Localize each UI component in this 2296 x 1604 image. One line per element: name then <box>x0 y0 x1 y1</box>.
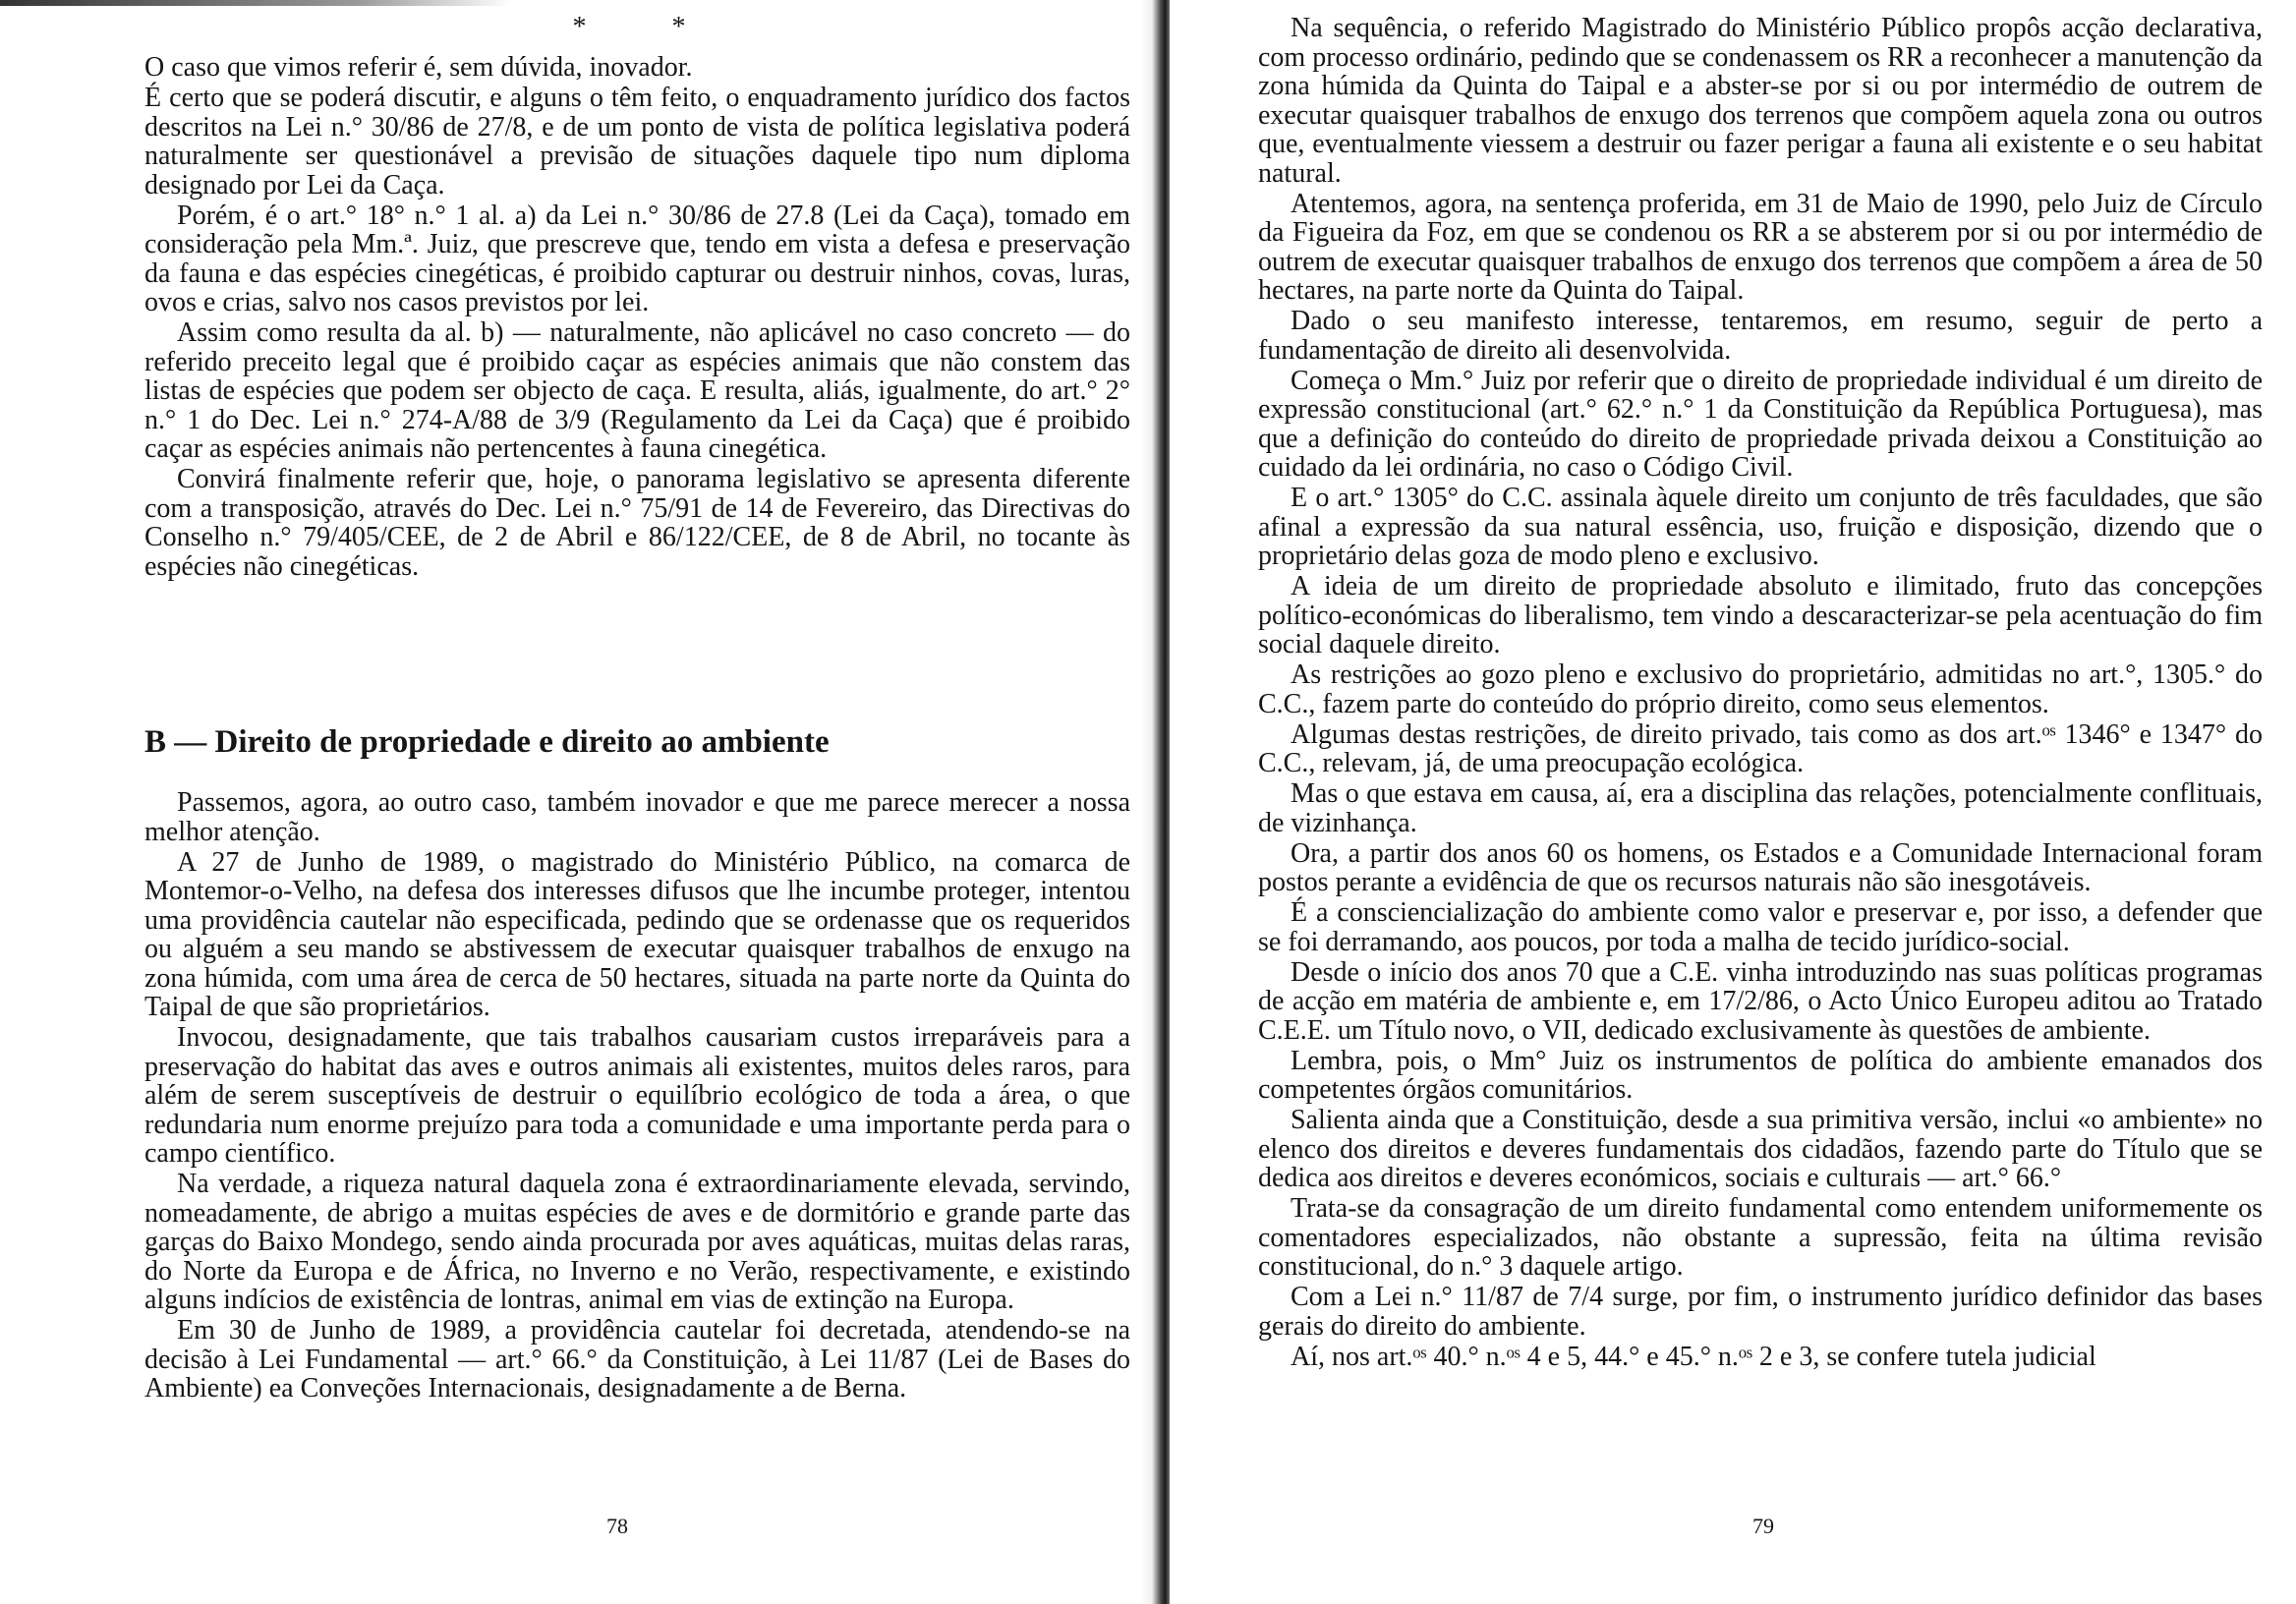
paragraph: Salienta ainda que a Constituição, desde a sua primitiva versão, inclui «o ambiente» no elenco dos direitos e deveres fundamentais dos cidadãos, fazendo parte do Título que se dedica aos direitos e deveres económicos, sociais e culturais — art.° 66.° <box>1258 1105 2263 1193</box>
left-page-text-top <box>144 53 1130 583</box>
paragraph: Invocou, designadamente, que tais trabalhos causariam custos irreparáveis para a preservação do habitat das aves e outros animais ali existentes, muitos deles raros, para além de serem susceptíveis de destruir o equilíbrio ecológico de toda a área, o que redundaria num enorme prejuízo para toda a comunidade e uma importante perda para o campo científico. <box>144 1022 1130 1169</box>
paragraph: Dado o seu manifesto interesse, tentaremos, em resumo, seguir de perto a fundamentação de direito ali desenvolvida. <box>1258 306 2263 366</box>
paragraph: Na verdade, a riqueza natural daquela zona é extraordinariamente elevada, servindo, nomeadamente, de abrigo a muitas espécies de aves e de dormitório e grande parte das garças do Baixo Mondego, sendo ainda procurada por aves aquáticas, muitas delas raras, do Norte da Europa e de África, no Inverno e no Verão, respectivamente, e existindo alguns indícios de existência de lontras, animal em vias de extinção na Europa. <box>144 1169 1130 1315</box>
paragraph: Porém, é o art.° 18° n.° 1 al. a) da Lei n.° 30/86 de 27.8 (Lei da Caça), tomado em consideração pela Mm.ª. Juiz, que prescreve que, tendo em vista a defesa e preservação da fauna e das espécies cinegéticas, é proibido capturar ou destruir ninhos, covas, luras, ovos e crias, salvo nos casos previstos por lei. <box>144 200 1130 317</box>
page-number: 78 <box>606 1514 628 1538</box>
paragraph: E o art.° 1305° do C.C. assinala àquele direito um conjunto de três faculdades, que são afinal a expressão da sua natural essência, uso, fruição e disposição, dizendo que o proprietário delas goza de modo pleno e exclusivo. <box>1258 483 2263 571</box>
section-heading: B — Direito de propriedade e direito ao ambiente <box>144 724 830 760</box>
scan-edge-shadow <box>0 0 511 6</box>
paragraph: Assim como resulta da al. b) — naturalmente, não aplicável no caso concreto — do referido preceito legal que é proibido caçar as espécies animais que não constem das listas de espécies que podem ser objecto de caça. E resulta, aliás, igualmente, do art.° 2° n.° 1 do Dec. Lei n.° 274-A/88 de 3/9 (Regulamento da Lei da Caça) que é proibido caçar as espécies animais não pertencentes à fauna cinegética. <box>144 317 1130 464</box>
paragraph: Algumas destas restrições, de direito privado, tais como as dos art.ᵒˢ 1346° e 1347° do C.C., relevam, já, de uma preocupação ecológica. <box>1258 718 2263 778</box>
paragraph: Lembra, pois, o Mm° Juiz os instrumentos de política do ambiente emanados dos competentes órgãos comunitários. <box>1258 1045 2263 1105</box>
paragraph: Trata-se da consagração de um direito fundamental como entendem uniformemente os comentadores especializados, não obstante a supressão, feita na última revisão constitucional, do n.° 3 daquele artigo. <box>1258 1193 2263 1282</box>
section-ornament: * * <box>572 12 725 42</box>
paragraph: Ora, a partir dos anos 60 os homens, os Estados e a Comunidade Internacional foram postos perante a evidência de que os recursos naturais não são inesgotáveis. <box>1258 837 2263 897</box>
paragraph: É certo que se poderá discutir, e alguns o têm feito, o enquadramento jurídico dos factos descritos na Lei n.° 30/86 de 27/8, e de um ponto de vista de política legislativa poderá naturalmente ser questionável a previsão de situações daquele tipo num diploma designado por Lei da Caça. <box>144 83 1130 200</box>
right-page-text <box>1258 14 2263 1373</box>
paragraph: Convirá finalmente referir que, hoje, o panorama legislativo se apresenta diferente com a transposição, através do Dec. Lei n.° 75/91 de 14 de Fevereiro, das Directivas do Conselho n.° 79/405/CEE, de 2 de Abril e 86/122/CEE, de 8 de Abril, no tocante às espécies não cinegéticas. <box>144 464 1130 582</box>
paragraph: Na sequência, o referido Magistrado do Ministério Público propôs acção declarativa, com processo ordinário, pedindo que se condenassem os RR a reconhecer a manutenção da zona húmida da Quinta do Taipal e a abster-se por si ou por intermédio de outrem de executar quaisquer trabalhos de enxugo dos terrenos que compõem aquela zona ou outros que, eventualmente viessem a destruir ou fazer perigar a fauna ali existente e o seu habitat natural. <box>1258 13 2263 189</box>
paragraph: A 27 de Junho de 1989, o magistrado do Ministério Público, na comarca de Montemor-o-Velho, na defesa dos interesses difusos que lhe incumbe proteger, intentou uma providência cautelar não especificada, pedindo que se ordenasse que os requeridos ou alguém a seu mando se abstivessem de executar quaisquer trabalhos de enxugo na zona húmida, com uma área de cerca de 50 hectares, situada na parte norte da Quinta do Taipal de que são proprietários. <box>144 846 1130 1022</box>
paragraph: Passemos, agora, ao outro caso, também inovador e que me parece merecer a nossa melhor atenção. <box>144 787 1130 847</box>
paragraph: Aí, nos art.ᵒˢ 40.° n.ᵒˢ 4 e 5, 44.° e 45.° n.ᵒˢ 2 e 3, se confere tutela judicial <box>1291 1341 2096 1372</box>
paragraph: O caso que vimos referir é, sem dúvida, inovador. <box>144 52 693 83</box>
paragraph: A ideia de um direito de propriedade absoluto e ilimitado, fruto das concepções político-económicas do liberalismo, tem vindo a descaracterizar-se pela acentuação do fim social daquele direito. <box>1258 571 2263 659</box>
page-number: 79 <box>1752 1514 1774 1538</box>
right-page <box>1152 0 2296 1604</box>
paragraph: Desde o início dos anos 70 que a C.E. vinha introduzindo nas suas políticas programas de acção em matéria de ambiente e, em 17/2/86, o Acto Único Europeu aditou ao Tratado C.E.E. um Título novo, o VII, dedicado exclusivamente às questões de ambiente. <box>1258 956 2263 1046</box>
paragraph: As restrições ao gozo pleno e exclusivo do proprietário, admitidas no art.°, 1305.° do C.C., fazem parte do conteúdo do próprio direito, como seus elementos. <box>1258 659 2263 719</box>
paragraph: Em 30 de Junho de 1989, a providência cautelar foi decretada, atendendo-se na decisão à Lei Fundamental — art.° 66.° da Constituição, à Lei 11/87 (Lei de Bases do Ambiente) ea Conveções Internacionais, designadamente a de Berna. <box>144 1315 1130 1404</box>
paragraph: Atentemos, agora, na sentença proferida, em 31 de Maio de 1990, pelo Juiz de Círculo da Figueira da Foz, em que se condenou os RR a se absterem por si ou por intermédio de outrem de executar quaisquer trabalhos de enxugo dos terrenos que compõem a área de 50 hectares, na parte norte da Quinta do Taipal. <box>1258 188 2263 306</box>
paragraph: Começa o Mm.° Juiz por referir que o direito de propriedade individual é um direito de expressão constitucional (art.° 62.° n.° 1 da Constituição da República Portuguesa), mas que a definição do conteúdo do direito de propriedade privada deixou a Constituição ao cuidado da lei ordinária, no caso o Código Civil. <box>1258 365 2263 483</box>
paragraph: Mas o que estava em causa, aí, era a disciplina das relações, potencialmente conflituais, de vizinhança. <box>1258 778 2263 838</box>
left-page-text-bottom <box>144 788 1130 1404</box>
paragraph: É a consciencialização do ambiente como valor e preservar e, por isso, a defender que se foi derramando, aos poucos, por toda a malha de tecido jurídico-social. <box>1258 897 2263 957</box>
paragraph: Com a Lei n.° 11/87 de 7/4 surge, por fim, o instrumento jurídico definidor das bases gerais do direito do ambiente. <box>1258 1282 2263 1342</box>
